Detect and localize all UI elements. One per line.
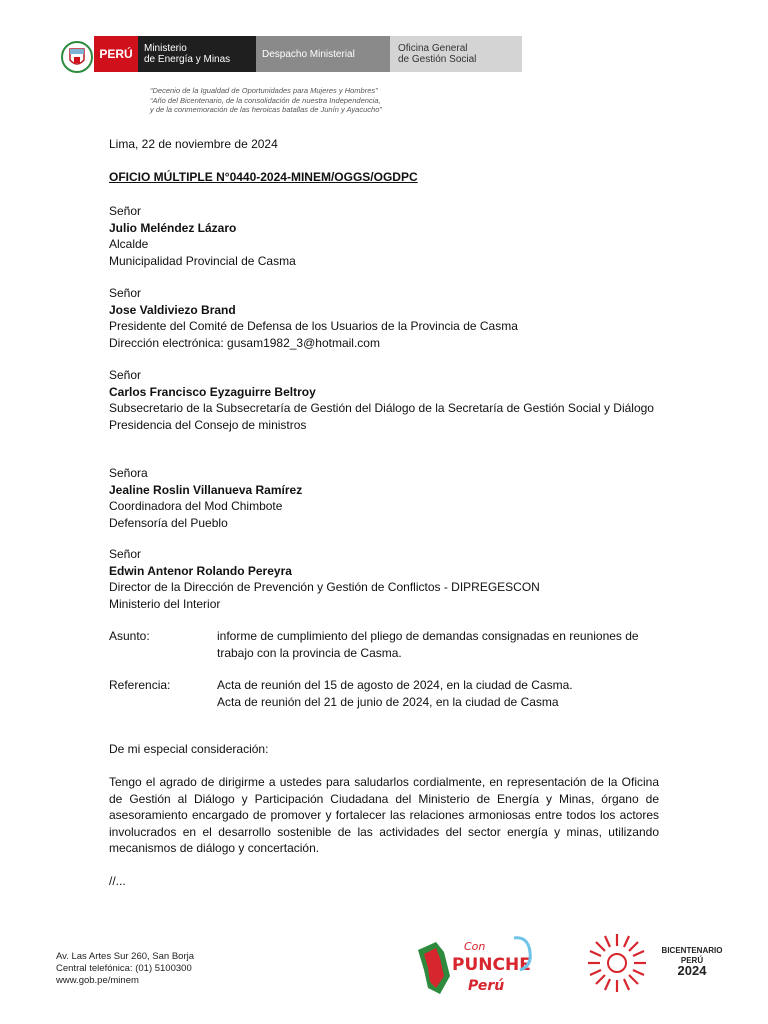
ministry-name bbox=[138, 36, 256, 72]
recipient-salutation: Señor bbox=[109, 368, 142, 382]
recipient-line: Coordinadora del Mod Chimbote bbox=[109, 499, 283, 513]
svg-text:PUNCHE: PUNCHE bbox=[452, 955, 531, 975]
department-name bbox=[390, 36, 522, 72]
reference-line1: Acta de reunión del 15 de agosto de 2024, en la ciudad de Casma. bbox=[217, 678, 573, 692]
recipient-block bbox=[109, 285, 659, 351]
peru-badge: PERÚ bbox=[94, 36, 138, 72]
recipient-block bbox=[109, 546, 659, 612]
recipient-line: Ministerio del Interior bbox=[109, 596, 221, 611]
ministry-line2: de Energía y Minas bbox=[144, 54, 231, 65]
bicentenario-year: 2024 bbox=[677, 963, 707, 978]
greeting: De mi especial consideración: bbox=[109, 742, 269, 756]
recipient-name: Julio Meléndez Lázaro bbox=[109, 220, 237, 235]
recipient-name: Jose Valdiviezo Brand bbox=[109, 302, 236, 317]
recipient-salutation: Señor bbox=[109, 547, 142, 561]
reference-line2: Acta de reunión del 21 de junio de 2024, en la ciudad de Casma bbox=[217, 694, 559, 709]
bicentenario-sun-icon bbox=[586, 932, 648, 994]
bicentenario-country: PERÚ bbox=[680, 956, 704, 965]
decenio-line2: “Año del Bicentenario, de la consolidación de nuestra Independencia, bbox=[150, 95, 381, 105]
office-name: Despacho Ministerial bbox=[256, 36, 390, 72]
recipient-block bbox=[109, 203, 659, 269]
recipient-line: Municipalidad Provincial de Casma bbox=[109, 253, 296, 268]
letter-date: Lima, 22 de noviembre de 2024 bbox=[109, 137, 278, 151]
department-line2: de Gestión Social bbox=[398, 54, 477, 65]
recipient-line: Alcalde bbox=[109, 237, 149, 251]
department-line1: Oficina General bbox=[398, 43, 468, 54]
recipient-salutation: Señor bbox=[109, 204, 142, 218]
ministry-line1: Ministerio bbox=[144, 43, 187, 54]
svg-text:Perú: Perú bbox=[468, 978, 505, 994]
svg-text:Con: Con bbox=[464, 940, 486, 953]
footer-address: Av. Las Artes Sur 260, San Borja bbox=[56, 951, 195, 962]
bicentenario-label-block bbox=[652, 946, 732, 976]
reference-label: Referencia: bbox=[109, 678, 171, 692]
recipient-line: Defensoría del Pueblo bbox=[109, 515, 228, 530]
recipient-line: Subsecretario de la Subsecretaría de Gestión del Diálogo de la Secretaría de Gestión Social y Diálogo bbox=[109, 401, 654, 415]
reference-values bbox=[217, 677, 659, 710]
recipient-salutation: Señor bbox=[109, 286, 142, 300]
subject-label: Asunto: bbox=[109, 629, 150, 643]
letter-reference-number: OFICIO MÚLTIPLE N°0440-2024-MINEM/OGGS/OGDPC bbox=[109, 170, 418, 184]
decenio-line3: y de la conmemoración de las heroicas batallas de Junín y Ayacucho” bbox=[150, 105, 382, 114]
body-paragraph: Tengo el agrado de dirigirme a ustedes para saludarlos cordialmente, en representación de la Oficina de Gestión al Diálogo y Participación Ciudadana del Ministerio de Energía y Minas, órgano de asesoramiento encargado de promover y fortalecer las relaciones armoniosas entre todos los actores involucrados en el desarrollo sostenible de las actividades del sector energía y minas, utilizando mecanismos de diálogo y concertación. bbox=[109, 775, 659, 855]
footer-phone: Central telefónica: (01) 5100300 bbox=[56, 963, 192, 974]
recipient-name: Edwin Antenor Rolando Pereyra bbox=[109, 563, 292, 578]
bicentenario-label: BICENTENARIO bbox=[661, 946, 723, 955]
recipient-name: Carlos Francisco Eyzaguirre Beltroy bbox=[109, 384, 316, 399]
recipient-name: Jealine Roslin Villanueva Ramírez bbox=[109, 482, 303, 497]
recipient-block bbox=[109, 367, 659, 433]
peru-coat-of-arms-icon bbox=[60, 38, 94, 76]
footer-address-block bbox=[56, 951, 194, 987]
recipient-salutation: Señora bbox=[109, 466, 148, 480]
con-punche-peru-logo bbox=[410, 930, 540, 1000]
recipient-line: Presidencia del Consejo de ministros bbox=[109, 417, 307, 432]
recipient-line: Presidente del Comité de Defensa de los Usuarios de la Provincia de Casma bbox=[109, 319, 518, 333]
subject-text: informe de cumplimiento del pliego de demandas consignadas en reuniones de trabajo con la provincia de Casma. bbox=[217, 629, 639, 660]
continuation-mark: //... bbox=[109, 874, 126, 888]
footer-web: www.gob.pe/minem bbox=[56, 975, 139, 986]
subject-row bbox=[109, 628, 659, 661]
decenio-note bbox=[150, 86, 450, 115]
decenio-line1: “Decenio de la Igualdad de Oportunidades para Mujeres y Hombres” bbox=[150, 86, 378, 95]
recipient-line: Dirección electrónica: gusam1982_3@hotmail.com bbox=[109, 335, 380, 350]
reference-row bbox=[109, 677, 659, 710]
recipient-line: Director de la Dirección de Prevención y Gestión de Conflictos - DIPREGESCON bbox=[109, 580, 540, 594]
recipient-block bbox=[109, 465, 659, 531]
